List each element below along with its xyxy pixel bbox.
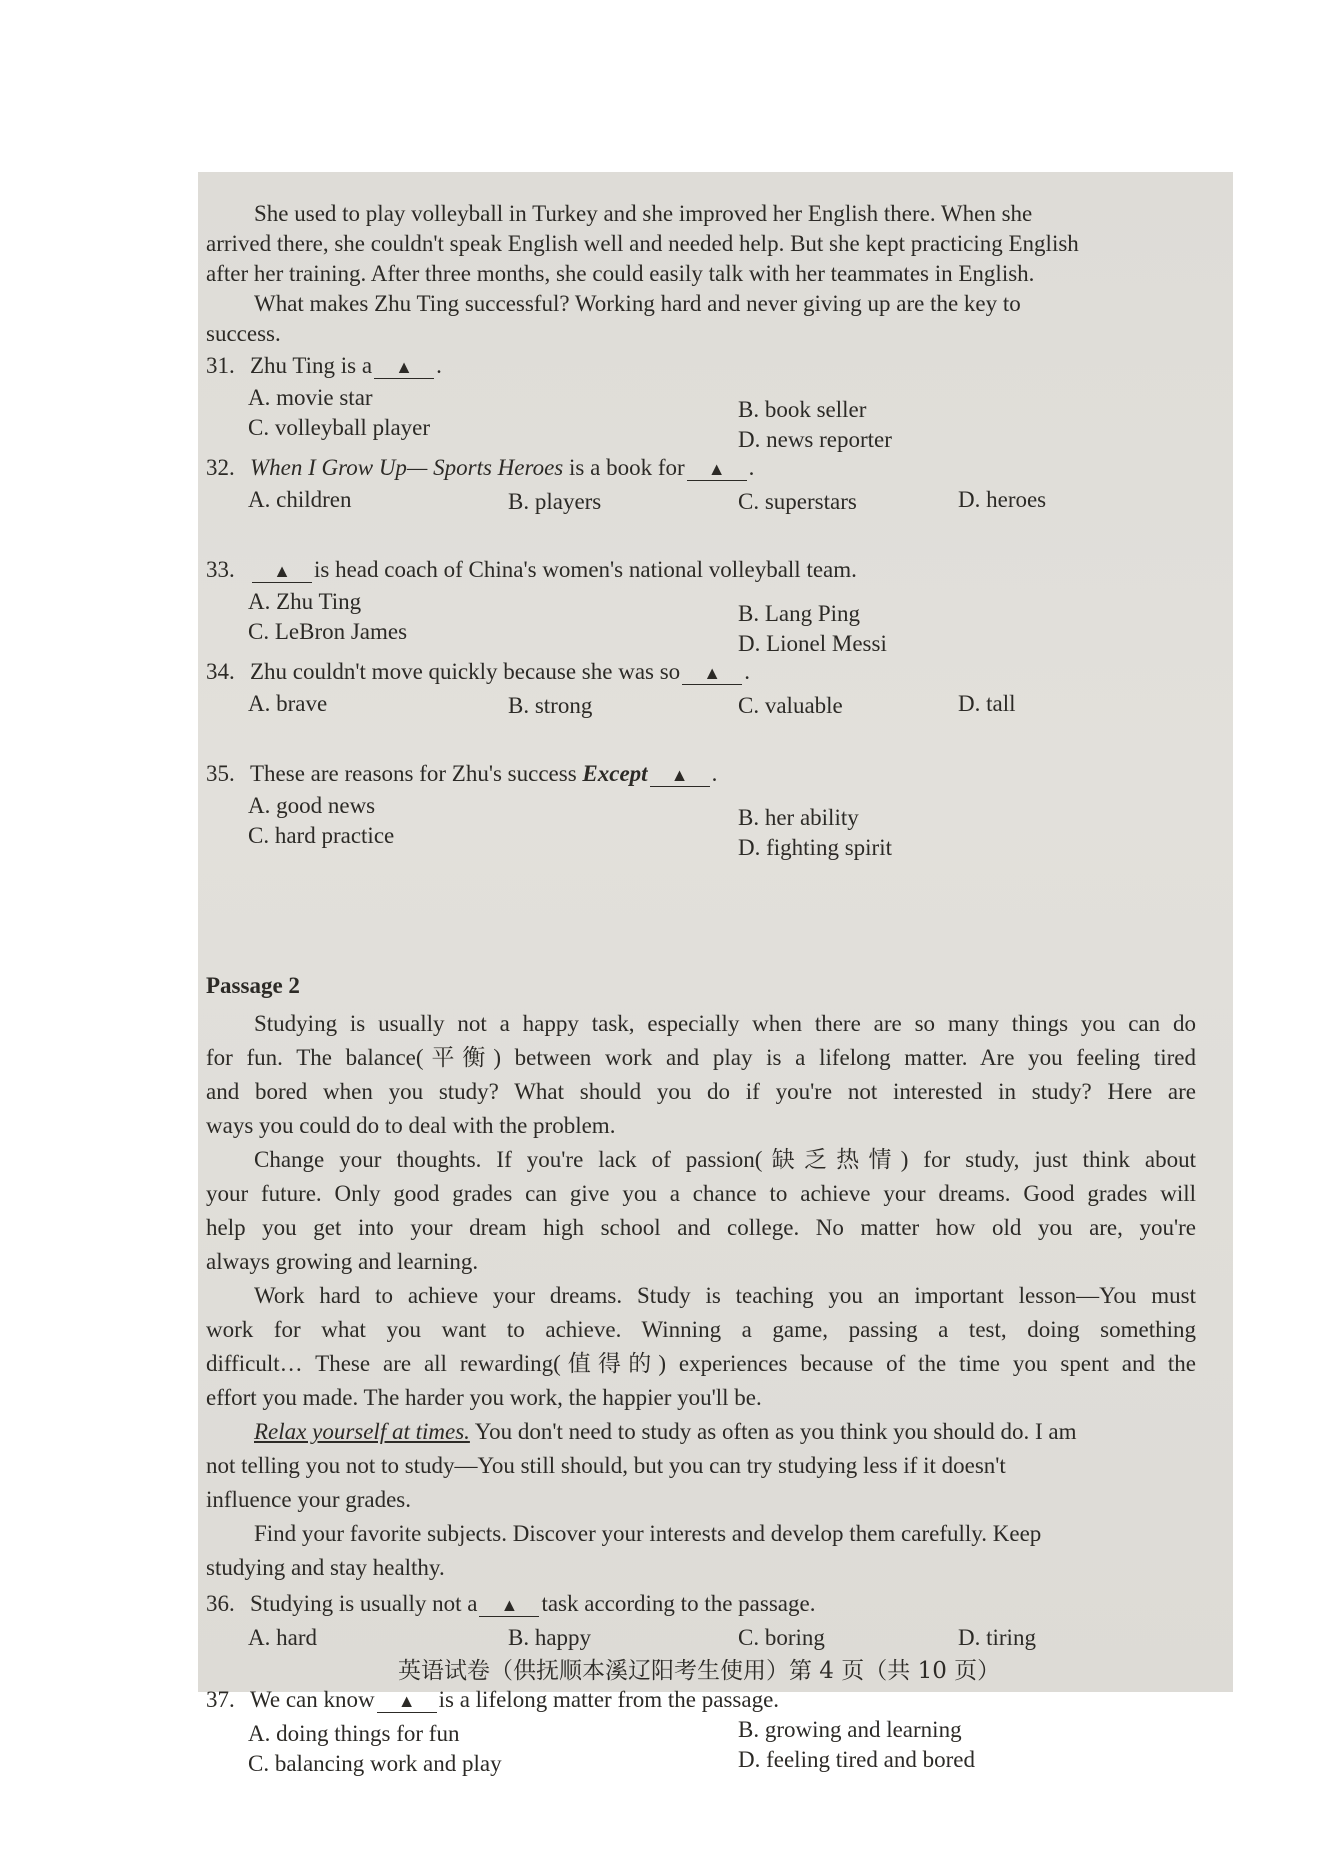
question-stem: Studying is usually not a ▲ task according to the passage. <box>250 1591 816 1616</box>
option-b: B. book seller <box>738 397 867 422</box>
answer-blank <box>479 1593 539 1617</box>
option-b: B. players <box>508 489 602 514</box>
relax-heading: Relax yourself at times. <box>254 1419 470 1444</box>
passage-2-paragraph: and bored when you study? What should you do if you're not interested in study? Here are <box>206 1079 1196 1104</box>
option-c: C. LeBron James <box>248 619 408 644</box>
book-title: When I Grow Up— Sports Heroes <box>250 455 564 480</box>
answer-blank <box>687 457 747 481</box>
triangle-mark-icon: ▲ <box>703 663 722 683</box>
option-a: A. brave <box>248 691 328 716</box>
option-d: D. Lionel Messi <box>738 631 887 656</box>
passage-line: What makes Zhu Ting successful? Working hard and never giving up are the key to <box>254 291 1021 316</box>
emphasis-word: Except <box>582 761 648 786</box>
passage-line: after her training. After three months, she could easily talk with her teammates in English. <box>206 261 1035 286</box>
option-a: A. Zhu Ting <box>248 589 362 614</box>
triangle-mark-icon: ▲ <box>670 765 689 785</box>
passage-2-paragraph: work for what you want to achieve. Winning a game, passing a test, doing something <box>206 1317 1196 1342</box>
passage-2-paragraph: not telling you not to study—You still should, but you can try studying less if it doesn't <box>206 1453 1006 1478</box>
option-a: A. movie star <box>248 385 373 410</box>
triangle-mark-icon: ▲ <box>395 357 413 377</box>
passage-2-paragraph: difficult… These are all rewarding(值得的) experiences because of the time you spent and the <box>206 1351 1196 1376</box>
option-d: D. tiring <box>958 1625 1036 1650</box>
passage-2-paragraph: influence your grades. <box>206 1487 412 1512</box>
answer-blank <box>682 661 742 685</box>
option-c: C. boring <box>738 1625 825 1650</box>
passage-line: success. <box>206 321 281 346</box>
option-b: B. growing and learning <box>738 1717 962 1742</box>
option-b: B. happy <box>508 1625 592 1650</box>
question-number: 34. <box>206 659 235 684</box>
answer-blank <box>377 1689 437 1713</box>
passage-2-paragraph: studying and stay healthy. <box>206 1555 445 1580</box>
option-a: A. hard <box>248 1625 317 1650</box>
exam-page <box>198 172 1233 1776</box>
question-number: 35. <box>206 761 235 786</box>
passage-line: She used to play volleyball in Turkey and she improved her English there. When she <box>254 201 1033 226</box>
option-c: C. hard practice <box>248 823 395 848</box>
question-stem: Zhu Ting is a ▲ . <box>250 353 442 378</box>
question-stem: Zhu couldn't move quickly because she was so ▲ . <box>250 659 750 684</box>
triangle-mark-icon: ▲ <box>273 561 291 581</box>
passage-2-paragraph: help you get into your dream high school and college. No matter how old you are, you're <box>206 1215 1196 1240</box>
page-content <box>198 172 1233 1776</box>
option-d: D. feeling tired and bored <box>738 1747 975 1772</box>
question-stem: These are reasons for Zhu's success Except ▲ . <box>250 761 718 786</box>
passage-2-paragraph: for fun. The balance(平衡) between work and play is a lifelong matter. Are you feeling tired <box>206 1045 1196 1070</box>
passage-2-title: Passage 2 <box>206 973 300 998</box>
passage-2-paragraph: Change your thoughts. If you're lack of passion(缺乏热情) for study, just think about <box>254 1147 1196 1172</box>
option-c: C. valuable <box>738 693 843 718</box>
triangle-mark-icon: ▲ <box>397 1691 416 1711</box>
triangle-mark-icon: ▲ <box>500 1595 519 1615</box>
passage-2-paragraph: Work hard to achieve your dreams. Study is teaching you an important lesson—You must <box>254 1283 1196 1308</box>
option-c: C. volleyball player <box>248 415 431 440</box>
passage-2-paragraph: Relax yourself at times. You don't need to study as often as you think you should do. I am <box>254 1419 1077 1444</box>
option-d: D. tall <box>958 691 1016 716</box>
option-b: B. Lang Ping <box>738 601 861 626</box>
question-number: 32. <box>206 455 235 480</box>
passage-2-paragraph: always growing and learning. <box>206 1249 479 1274</box>
option-b: B. her ability <box>738 805 859 830</box>
option-c: C. superstars <box>738 489 857 514</box>
question-number: 31. <box>206 353 235 378</box>
passage-2-paragraph: Studying is usually not a happy task, especially when there are so many things you can do <box>254 1011 1196 1036</box>
question-stem: When I Grow Up— Sports Heroes is a book for ▲ . <box>250 455 755 480</box>
answer-blank <box>650 763 710 787</box>
option-d: D. news reporter <box>738 427 892 452</box>
question-number: 36. <box>206 1591 235 1616</box>
option-c: C. balancing work and play <box>248 1751 502 1776</box>
passage-line: arrived there, she couldn't speak English well and needed help. But she kept practicing English <box>206 231 1079 256</box>
triangle-mark-icon: ▲ <box>707 459 726 479</box>
question-number: 37. <box>206 1687 235 1712</box>
option-a: A. doing things for fun <box>248 1721 460 1746</box>
question-number: 33. <box>206 557 235 582</box>
answer-blank <box>252 559 312 583</box>
passage-2-paragraph: Find your favorite subjects. Discover your interests and develop them carefully. Keep <box>254 1521 1042 1546</box>
option-d: D. heroes <box>958 487 1047 512</box>
question-stem: We can know ▲ is a lifelong matter from the passage. <box>250 1687 780 1712</box>
passage-2-paragraph: ways you could do to deal with the problem. <box>206 1113 616 1138</box>
option-a: A. children <box>248 487 352 512</box>
option-a: A. good news <box>248 793 376 818</box>
passage-2-paragraph: your future. Only good grades can give you a chance to achieve your dreams. Good grades will <box>206 1181 1196 1206</box>
answer-blank <box>374 355 434 379</box>
passage-2-paragraph: effort you made. The harder you work, the happier you'll be. <box>206 1385 762 1410</box>
page-footer: 英语试卷（供抚顺本溪辽阳考生使用）第 4 页（共 10 页） <box>398 1658 1001 1684</box>
question-stem: ▲ is head coach of China's women's national volleyball team. <box>250 556 857 584</box>
option-d: D. fighting spirit <box>738 835 892 860</box>
option-b: B. strong <box>508 693 593 718</box>
